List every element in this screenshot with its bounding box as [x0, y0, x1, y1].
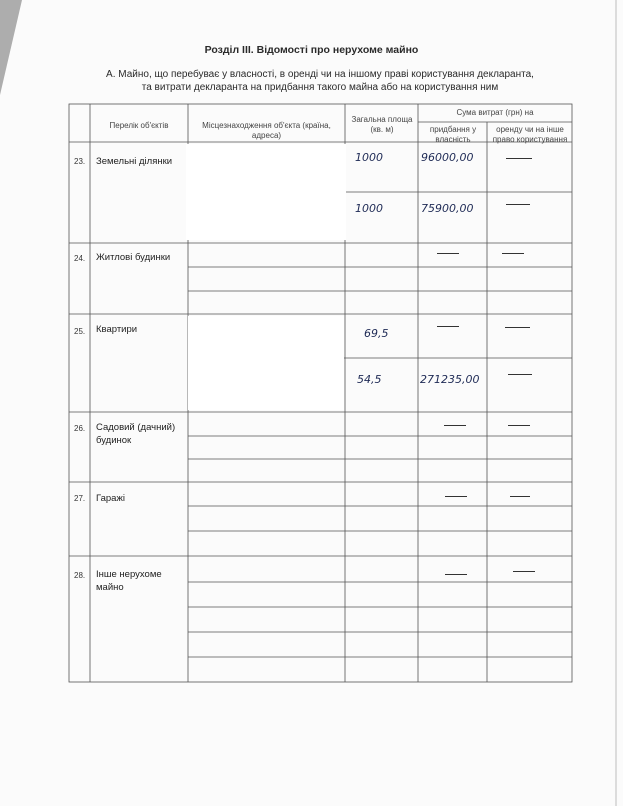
handwritten-cost: 96000,00: [421, 151, 474, 164]
dash-mark: [437, 253, 459, 254]
header-acquisition: придбання у власність: [429, 125, 477, 144]
redacted-address-block: [188, 316, 344, 410]
handwritten-cost: 75900,00: [421, 202, 474, 215]
header-expenses: Сума витрат (грн) на: [456, 108, 534, 117]
dash-mark: [445, 574, 467, 575]
handwritten-area: 69,5: [364, 327, 389, 340]
header-location: Місцезнаходження об'єкта (країна, адреса): [202, 121, 331, 140]
row-number: 23.: [74, 157, 86, 166]
dash-mark: [508, 425, 530, 426]
dash-mark: [506, 204, 530, 205]
row-number: 25.: [74, 327, 86, 336]
header-rent: оренду чи на інше право користування: [492, 125, 568, 144]
dash-mark: [513, 571, 535, 572]
row-label: Садовий (дачний) будинок: [96, 422, 176, 446]
row-number: 28.: [74, 571, 86, 580]
header-area: Загальна площа (кв. м): [351, 115, 413, 134]
dash-mark: [444, 425, 466, 426]
subsection-line-1: А. Майно, що перебуває у власності, в оренді чи на іншому праві користування декларанта,: [106, 69, 534, 80]
row-label: Земельні ділянки: [96, 156, 173, 167]
row-number: 24.: [74, 254, 86, 263]
row-label: Житлові будинки: [96, 252, 171, 263]
dash-mark: [505, 327, 530, 328]
row-label: Квартири: [96, 324, 138, 335]
handwritten-cost: 271235,00: [420, 373, 480, 386]
dash-mark: [508, 374, 532, 375]
row-label: Гаражі: [96, 493, 125, 504]
dash-mark: [506, 158, 532, 159]
subsection-line-2: та витрати декларанта на придбання такого майна або на користування ним: [141, 82, 499, 93]
row-number: 26.: [74, 424, 86, 433]
redacted-address-block: [186, 144, 346, 240]
row-number: 27.: [74, 494, 86, 503]
section-title: Розділ III. Відомості про нерухоме майно: [204, 44, 419, 56]
header-objects: Перелік об'єктів: [109, 121, 169, 130]
handwritten-area: 1000: [355, 151, 383, 164]
dash-mark: [437, 326, 459, 327]
row-label: Інше нерухоме майно: [96, 569, 162, 593]
dash-mark: [502, 253, 524, 254]
dash-mark: [510, 496, 530, 497]
dash-mark: [445, 496, 467, 497]
handwritten-area: 54,5: [357, 373, 382, 386]
handwritten-area: 1000: [355, 202, 383, 215]
